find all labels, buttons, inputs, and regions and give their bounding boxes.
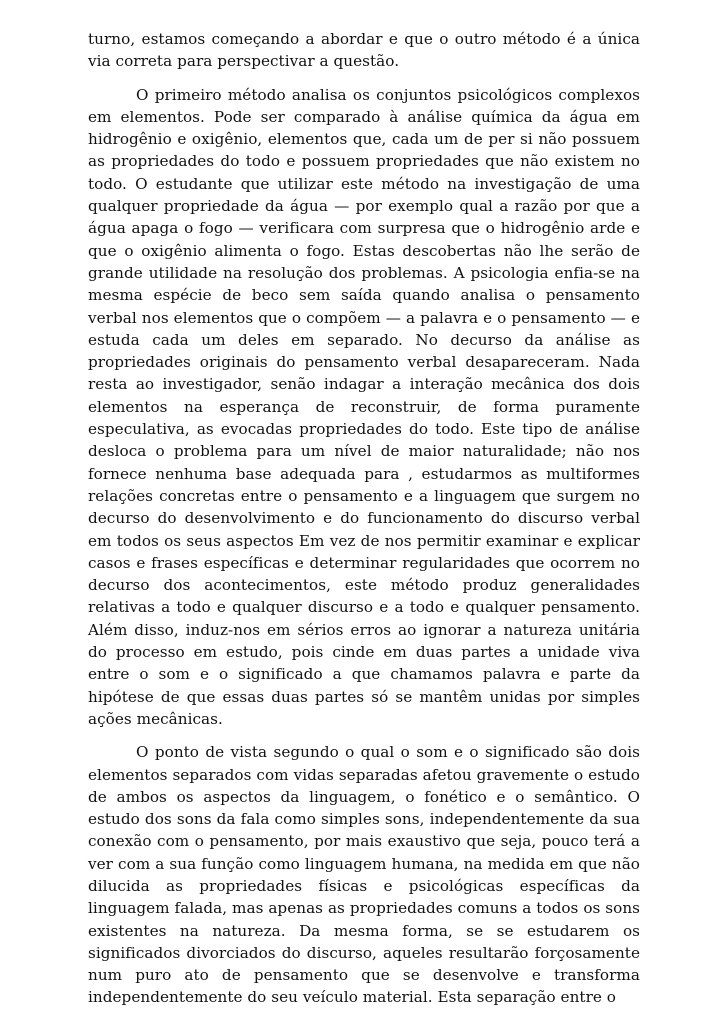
- paragraph-sound-and-meaning: O ponto de vista segundo o qual o som e o significado são dois elementos separados com vidas separadas afetou gravemente o estudo de ambos os aspectos da linguagem, o fonético e o semântico. O estudo dos sons da fala como simples sons, independentemente da sua conexão com o pensamento, por mais exaustivo que seja, pouco terá a ver com a sua função como linguagem humana, na medida em que não dilucida as propriedades físicas e psicológicas específicas da linguagem falada, mas apenas as propriedades comuns a todos os sons existentes na natureza. Da mesma forma, se se estudarem os significados divorciados do discurso, aqueles resultarão forçosamente num puro ato de pensamento que se desenvolve e transforma independentemente do seu veículo material. Esta separação entre o: [88, 743, 640, 1007]
- paragraph-first-method: O primeiro método analisa os conjuntos psicológicos complexos em elementos. Pode ser comparado à análise química da água em hidrogênio e oxigênio, elementos que, cada um de per si não possuem as propriedades do todo e possuem propriedades que não existem no todo. O estudante que utilizar este método na investigação de uma qualquer propriedade da água — por exemplo qual a razão por que a água apaga o fogo — verificara com surpresa que o hidrogênio arde e que o oxigênio alimenta o fogo. Estas descobertas não lhe serão de grande utilidade na resolução dos problemas. A psicologia enfia-se na mesma espécie de beco sem saída quando analisa o pensamento verbal nos elementos que o compõem — a palavra e o pensamento — e estuda cada um deles em separado. No decurso da análise as propriedades originais do pensamento verbal desapareceram. Nada resta ao investigador, senão indagar a interação mecânica dos dois elementos na esperança de reconstruir, de forma puramente especulativa, as evocadas propriedades do todo. Este tipo de análise desloca o problema para um nível de maior naturalidade; não nos fornece nenhuma base adequada para , estudarmos as multiformes relações concretas entre o pensamento e a linguagem que surgem no decurso do desenvolvimento e do funcionamento do discurso verbal em todos os seus aspectos Em vez de nos permitir examinar e explicar casos e frases específicas e determinar regularidades que ocorrem no decurso dos acontecimentos, este método produz generalidades relativas a todo e qualquer discurso e a todo e qualquer pensamento. Além disso, induz-nos em sérios erros ao ignorar a natureza unitária do processo em estudo, pois cinde em duas partes a unidade viva entre o som e o significado a que chamamos palavra e parte da hipótese de que essas duas partes só se mantêm unidas por simples ações mecânicas.: [88, 85, 640, 728]
- document-page: [88, 28, 640, 1009]
- paragraph-continuation: turno, estamos começando a abordar e que o outro método é a única via correta para perspectivar a questão.: [88, 30, 640, 71]
